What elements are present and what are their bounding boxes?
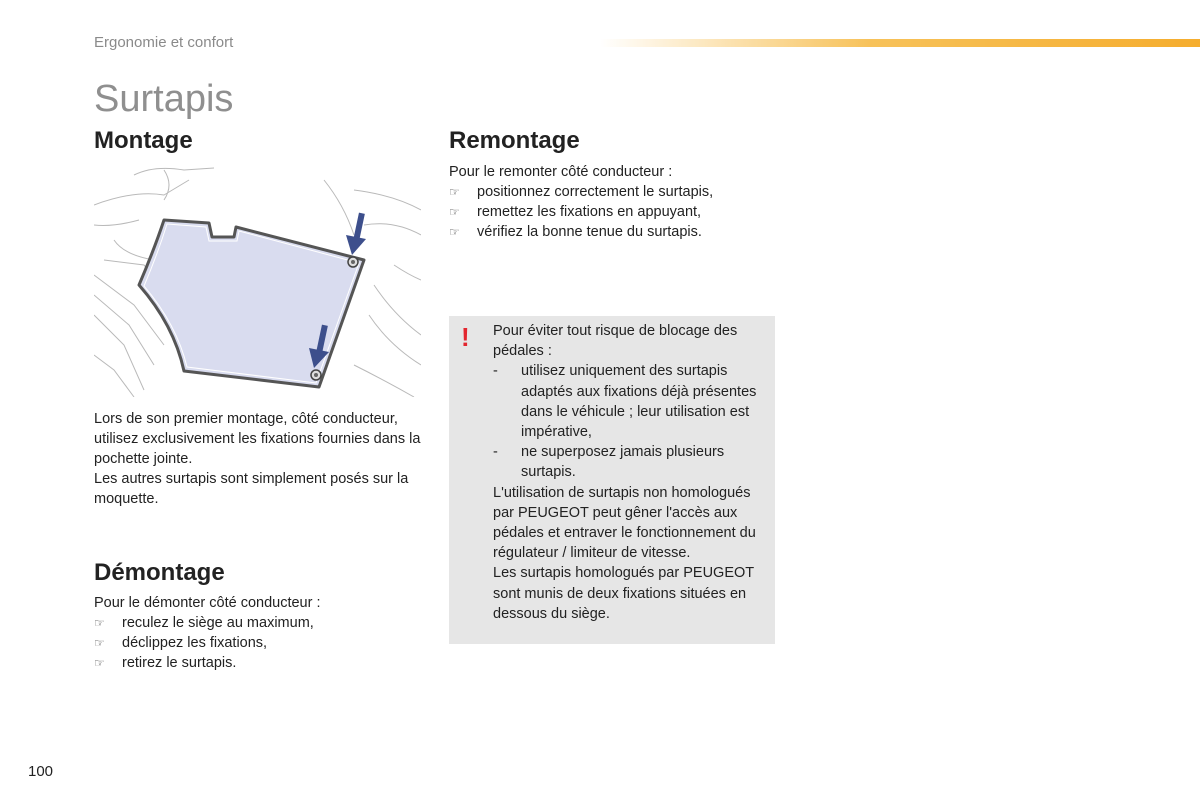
pointing-hand-icon: ☞ xyxy=(94,656,105,670)
montage-text xyxy=(94,409,424,509)
remontage-heading: Remontage xyxy=(449,127,580,154)
section-header: Ergonomie et confort xyxy=(94,34,234,51)
pointing-hand-icon: ☞ xyxy=(449,225,460,239)
down-arrow-icon xyxy=(346,213,366,255)
pointing-hand-icon: ☞ xyxy=(449,205,460,219)
exclamation-icon: ! xyxy=(461,322,470,352)
header-accent-bar xyxy=(600,39,1200,47)
demontage-text xyxy=(94,593,424,673)
demontage-intro: Pour le démonter côté conducteur : xyxy=(94,595,321,611)
warning-list xyxy=(493,361,767,482)
list-item: - utilisez uniquement des surtapis adaptés aux fixations déjà présentes dans le véhicule ; leur utilisation est impérative, xyxy=(493,363,757,441)
warning-content xyxy=(493,321,767,624)
demontage-heading: Démontage xyxy=(94,559,225,586)
list-item: ☞ reculez le siège au maximum, xyxy=(94,615,314,631)
warning-box xyxy=(449,316,775,644)
warning-paragraph: L'utilisation de surtapis non homologués par PEUGEOT peut gêner l'accès aux pédales et entraver le fonctionnement du régulateur / limiteur de vitesse. xyxy=(493,484,756,562)
page-number: 100 xyxy=(28,763,54,780)
list-item: - ne superposez jamais plusieurs surtapis. xyxy=(493,444,725,481)
list-item: ☞ vérifiez la bonne tenue du surtapis. xyxy=(449,224,702,240)
fixation-bottom xyxy=(311,370,321,380)
montage-paragraph: Les autres surtapis sont simplement posés sur la moquette. xyxy=(94,471,409,507)
demontage-steps xyxy=(94,613,424,673)
warning-intro: Pour éviter tout risque de blocage des pédales : xyxy=(493,323,738,360)
list-item: ☞ déclippez les fixations, xyxy=(94,635,268,651)
floor-mat-illustration xyxy=(94,165,421,397)
warning-paragraph: Les surtapis homologués par PEUGEOT sont munis de deux fixations situées en dessous du siège. xyxy=(493,565,754,622)
montage-heading: Montage xyxy=(94,127,193,154)
list-item: ☞ retirez le surtapis. xyxy=(94,655,237,671)
fixation-top xyxy=(348,257,358,267)
remontage-intro: Pour le remonter côté conducteur : xyxy=(449,164,673,180)
remontage-text xyxy=(449,162,779,242)
montage-paragraph: Lors de son premier montage, côté conducteur, utilisez exclusivement les fixations fournies dans la pochette jointe. xyxy=(94,411,421,467)
page-title: Surtapis xyxy=(94,78,234,120)
pointing-hand-icon: ☞ xyxy=(449,185,460,199)
list-item: ☞ remettez les fixations en appuyant, xyxy=(449,204,702,220)
list-item: ☞ positionnez correctement le surtapis, xyxy=(449,184,714,200)
remontage-steps xyxy=(449,182,779,242)
pointing-hand-icon: ☞ xyxy=(94,636,105,650)
pointing-hand-icon: ☞ xyxy=(94,616,105,630)
